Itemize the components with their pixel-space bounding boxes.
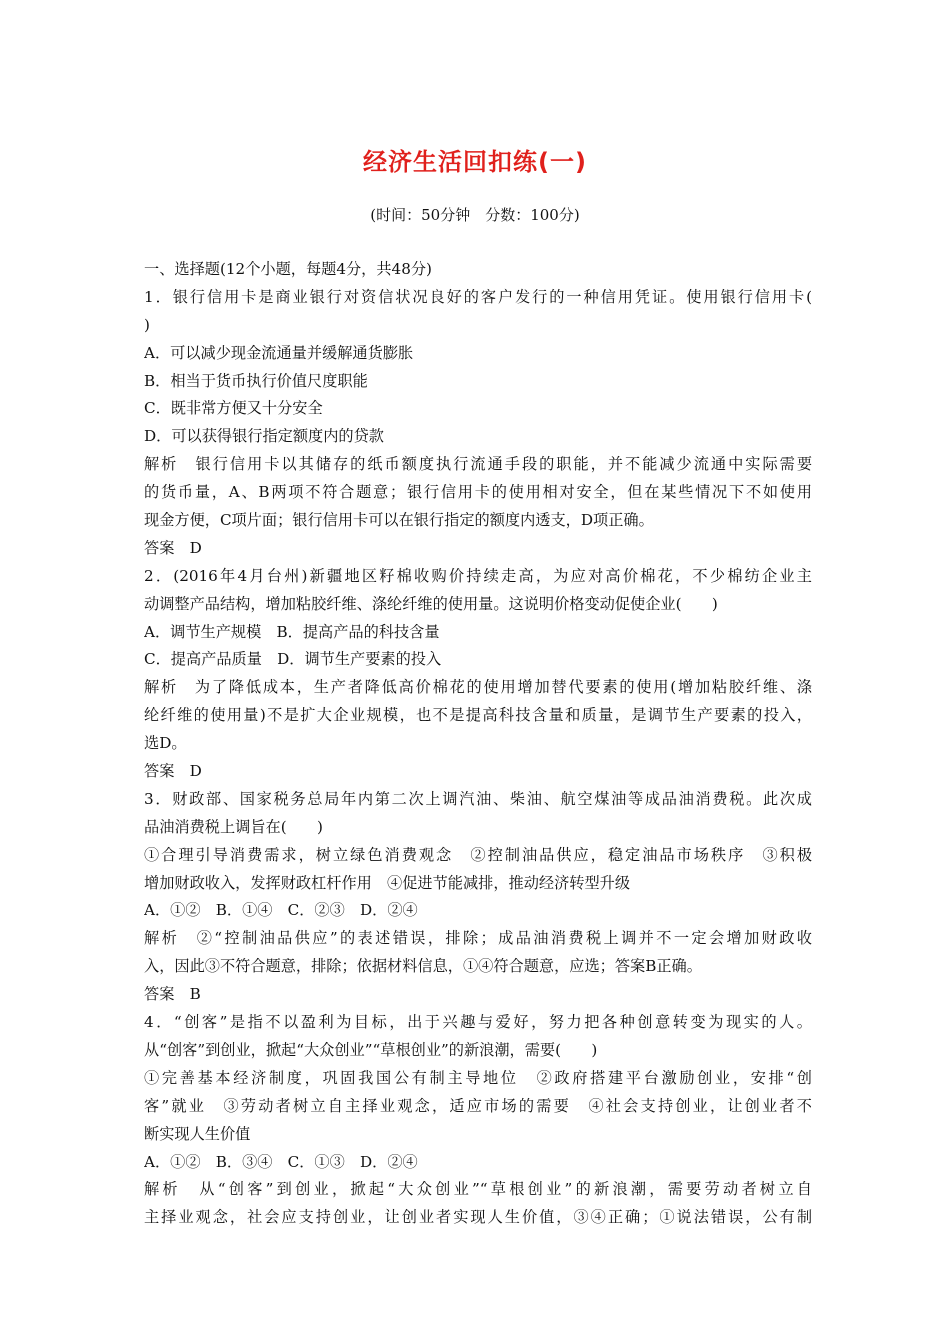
text-line: B．相当于货币执行价值尺度职能 [144,371,368,390]
document-title: 经济生活回扣练(一) [363,148,587,176]
text-line: 4．“创客”是指不以盈利为目标，出于兴趣与爱好，努力把各种创意转变为现实的人。 [144,1013,812,1032]
text-line: A．①② B．③④ C．①③ D．②④ [144,1152,418,1171]
text-line: 纶纤维的使用量)不是扩大企业规模，也不是提高科技含量和质量，是调节生产要素的投入， [144,706,812,725]
text-line: 解析 为了降低成本，生产者降低高价棉花的使用增加替代要素的使用(增加粘胶纤维、涤 [144,678,812,697]
text-line: 解析 从“创客”到创业，掀起“大众创业”“草根创业”的新浪潮，需要劳动者树立自 [144,1180,812,1199]
text-line: 1．银行信用卡是商业银行对资信状况良好的客户发行的一种信用凭证。使用银行信用卡( [144,287,812,306]
text-line: A．可以减少现金流通量并缓解通货膨胀 [144,343,414,362]
text-line: 主择业观念，社会应支持创业，让创业者实现人生价值，③④正确；①说法错误，公有制 [144,1208,812,1227]
text-line: 3．财政部、国家税务总局年内第二次上调汽油、柴油、航空煤油等成品油消费税。此次成 [144,789,812,808]
text-line: 增加财政收入，发挥财政杠杆作用 ④促进节能减排，推动经济转型升级 [144,873,630,892]
text-line: D．可以获得银行指定额度内的贷款 [144,427,384,446]
text-line: 的货币量，A、B两项不符合题意；银行信用卡的使用相对安全，但在某些情况下不如使用 [144,483,812,502]
text-line: ①完善基本经济制度，巩固我国公有制主导地位 ②政府搭建平台激励创业，安排“创 [144,1068,812,1087]
text-line: 断实现人生价值 [144,1124,251,1143]
text-line: C．既非常方便又十分安全 [144,399,323,418]
text-line: ) [144,315,150,334]
text-line: ①合理引导消费需求，树立绿色消费观念 ②控制油品供应，稳定油品市场秩序 ③积极 [144,845,812,864]
text-line: 品油消费税上调旨在( ) [144,817,323,836]
text-line: 一、选择题(12个小题，每题4分，共48分) [144,260,432,278]
text-line: A．调节生产规模 B．提高产品的科技含量 [144,622,440,641]
text-line: 答案 B [144,985,201,1004]
text-line: A．①② B．①④ C．②③ D．②④ [144,901,418,920]
text-line: 答案 D [144,538,202,557]
text-line: 入，因此③不符合题意，排除；依据材料信息，①④符合题意，应选；答案B正确。 [144,957,702,976]
text-line: 答案 D [144,762,202,781]
text-line: C．提高产品质量 D．调节生产要素的投入 [144,650,442,669]
text-line: 现金方便，C项片面；银行信用卡可以在银行指定的额度内透支，D项正确。 [144,511,654,530]
text-line: 解析 银行信用卡以其储存的纸币额度执行流通手段的职能，并不能减少流通中实际需要 [144,455,812,474]
text-line: 选D。 [144,734,187,753]
text-line: 动调整产品结构，增加粘胶纤维、涤纶纤维的使用量。这说明价格变动促使企业( ) [144,594,718,613]
text-line: 2．(2016年4月台州)新疆地区籽棉收购价持续走高，为应对高价棉花，不少棉纺企业主 [144,566,812,585]
document-body [144,256,812,1232]
text-line: 客”就业 ③劳动者树立自主择业观念，适应市场的需要 ④社会支持创业，让创业者不 [144,1096,812,1115]
document-subtitle: (时间：50分钟 分数：100分) [370,206,580,224]
text-line: 从“创客”到创业，掀起“大众创业”“草根创业”的新浪潮，需要( ) [144,1040,598,1059]
text-line: 解析 ②“控制油品供应”的表述错误，排除；成品油消费税上调并不一定会增加财政收 [144,929,812,948]
